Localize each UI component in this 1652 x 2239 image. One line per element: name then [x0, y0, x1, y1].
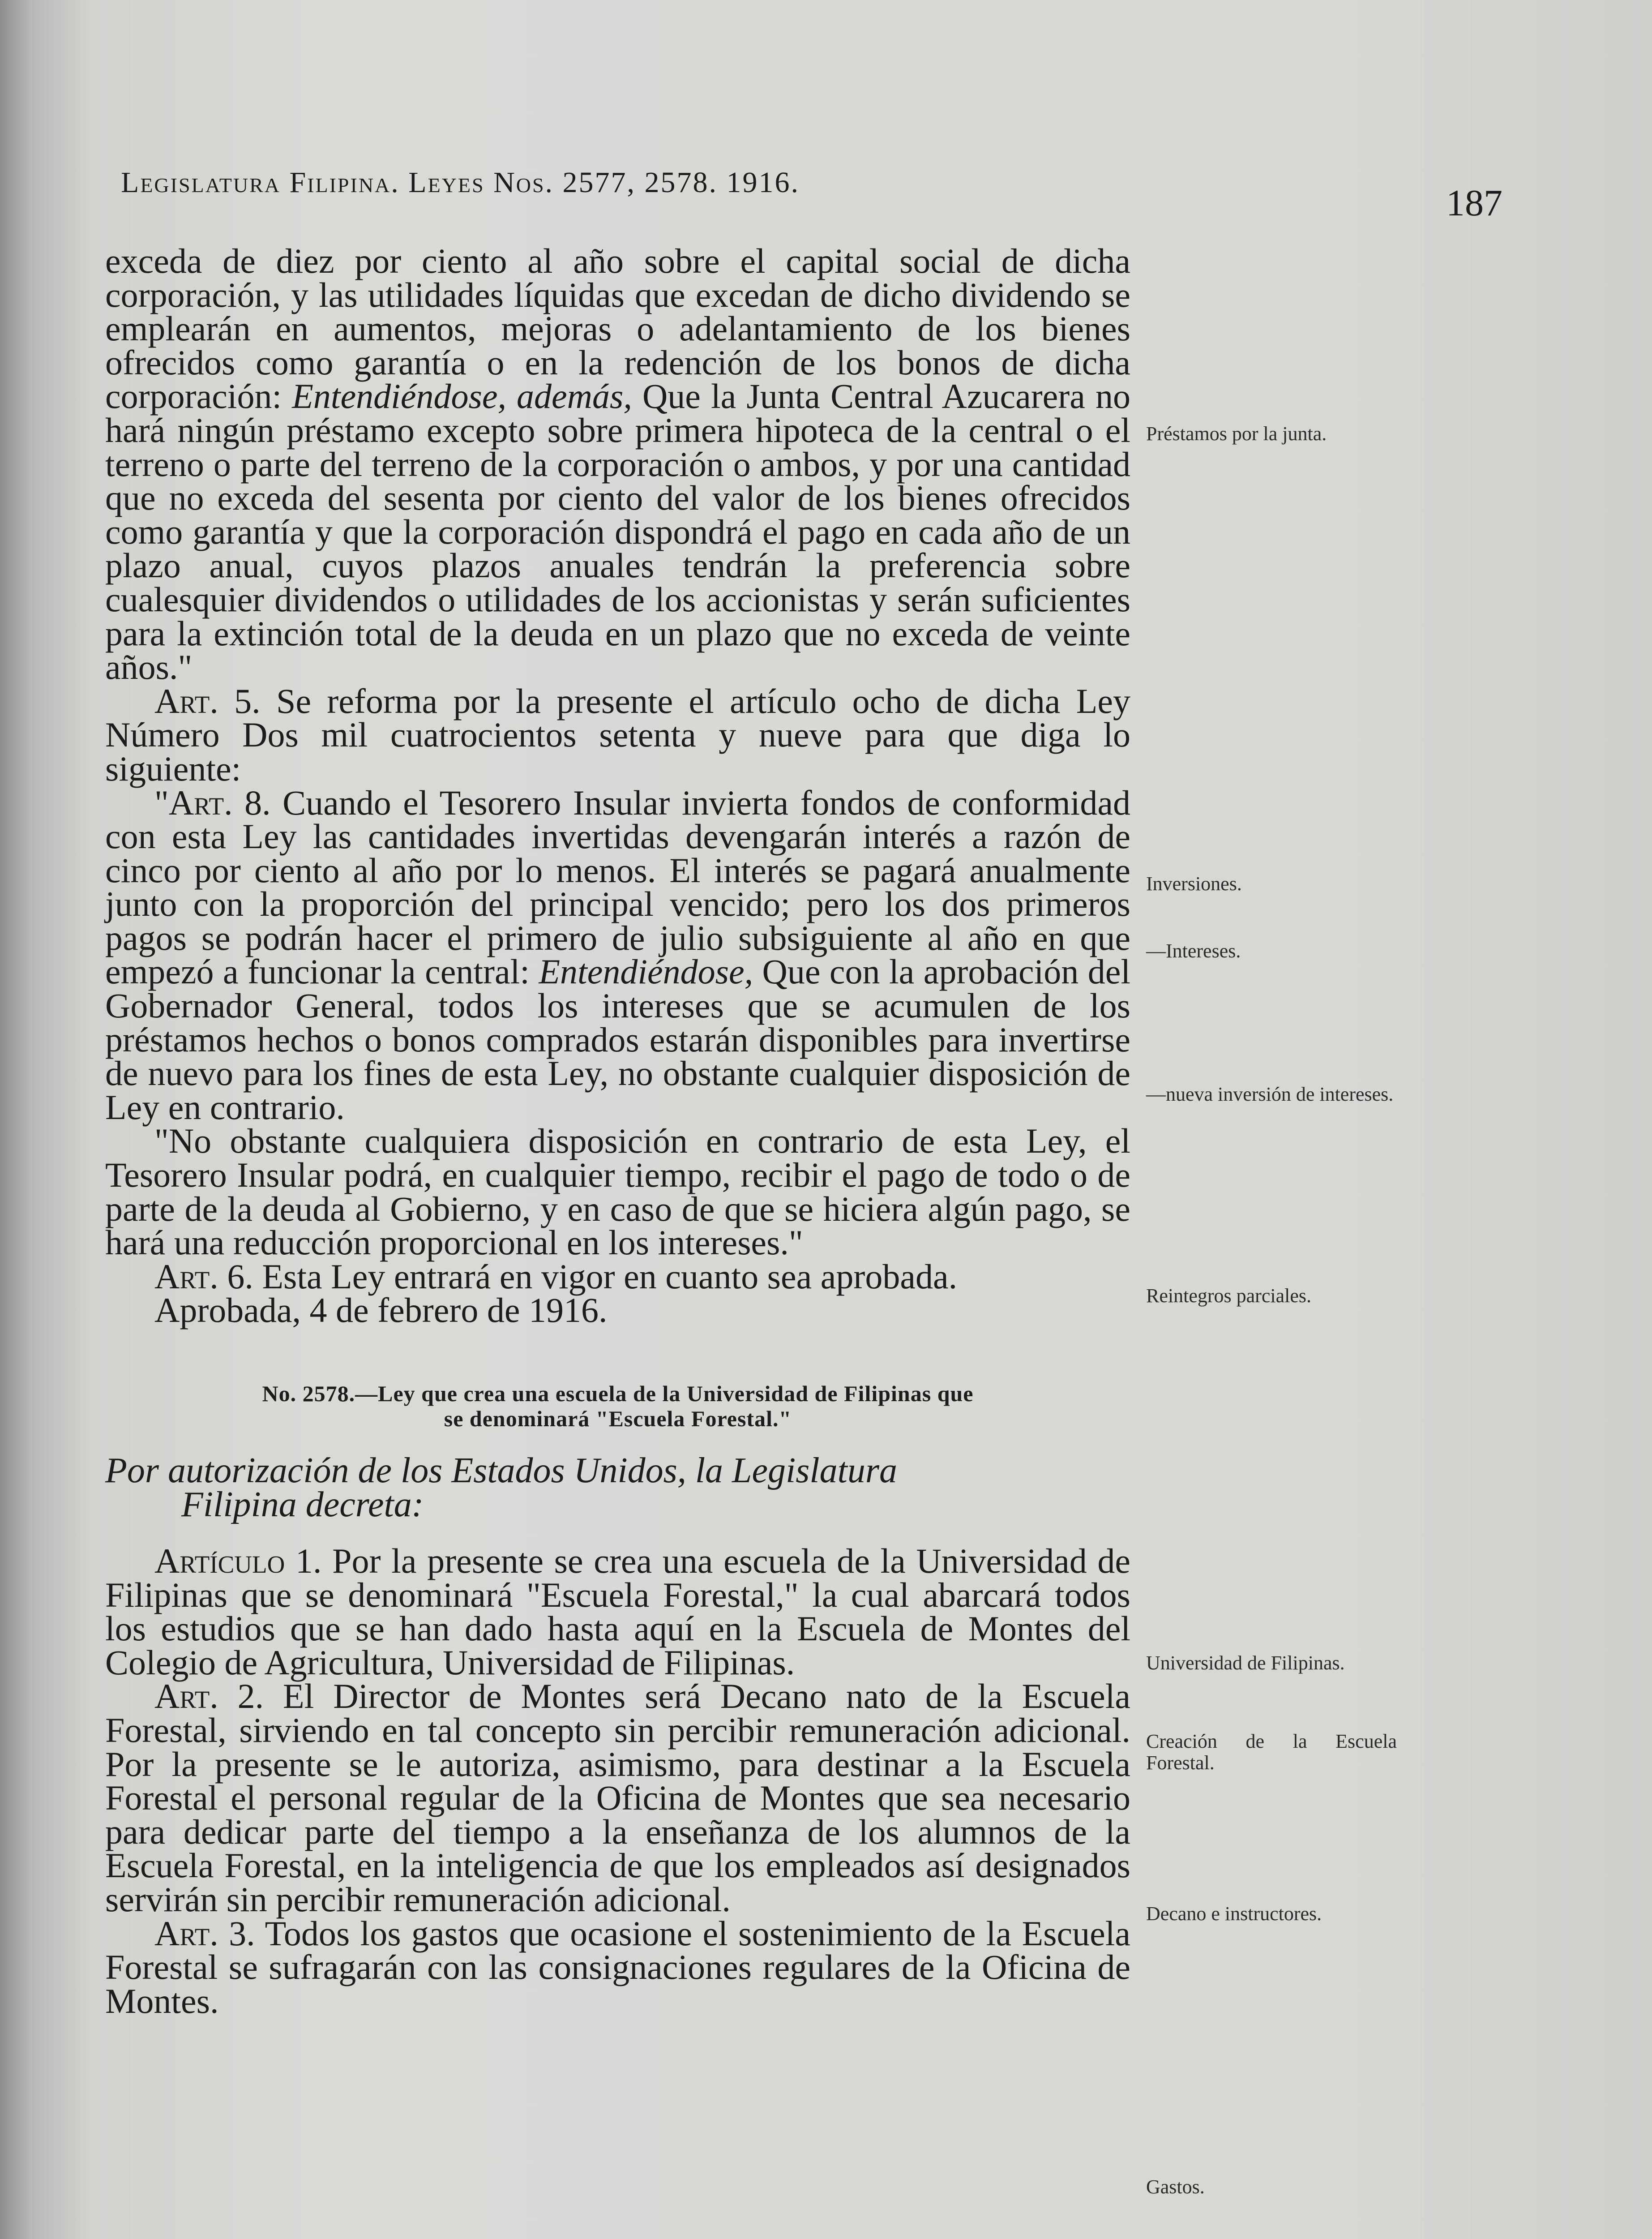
proviso-italic: Entendiéndose,	[539, 952, 753, 991]
page-number: 187	[1446, 182, 1502, 224]
article-label: Art.	[154, 1913, 218, 1953]
paragraph-no-obstante: "No obstante cualquiera disposición en contrario de esta Ley, el Tesorero Insular podrá, en cualquier tiempo, recibir el pago de todo o de parte de la deuda al Gobierno, y en caso de que se hiciera algún pago, se hará una reducción proporcional en los intereses."	[105, 1121, 1130, 1262]
margin-note-gastos: Gastos.	[1146, 2176, 1205, 2198]
proviso-italic: Entendiéndose, además,	[292, 377, 632, 416]
running-header: Legislatura Filipina. Leyes Nos. 2577, 2578. 1916.	[121, 166, 800, 199]
margin-note-universidad: Universidad de Filipinas.	[1146, 1652, 1345, 1674]
article-label: Art.	[154, 681, 218, 721]
margin-note-intereses: —Intereses.	[1146, 940, 1241, 962]
margin-note-nueva-inversion: —nueva inversión de intereses.	[1146, 1083, 1394, 1105]
article-5: Art. 5. Se reforma por la presente el artículo ocho de dicha Ley Número Dos mil cuatrocientos setenta y nueve para que diga lo siguiente:	[105, 681, 1130, 788]
article-8-quoted: "Art. 8. Cuando el Tesorero Insular invierta fondos de conformidad con esta Ley las cantidades invertidas devengarán interés a razón de cinco por ciento al año por lo menos. El interés se pagará anualmente junto con la proporción del principal vencido; pero los dos primeros pagos se podrán hacer el primero de julio subsiguiente al año en que empezó a funcionar la central: Entendiéndose, Que con la aprobación del Gobernador General, todos los intereses que se acumulen de los préstamos hechos o bonos comprados estarán disponibles para invertirse de nuevo para los fines de esta Ley, no obstante cualquier disposición de Ley en contrario.	[105, 783, 1130, 1127]
margin-note-prestamos: Préstamos por la junta.	[1146, 423, 1327, 445]
article-label: Art.	[154, 1257, 218, 1296]
article-2: Art. 2. El Director de Montes será Decano nato de la Escuela Forestal, sirviendo en tal concepto sin percibir remuneración adicional. Por la presente se le autoriza, asimismo, para destinar a la Escuela Forestal el personal regular de la Oficina de Montes que sea necesario para dedicar parte del tiempo a la enseñanza de los alumnos de la Escuela Forestal, en la inteligencia de que los empleados así designados servirán sin percibir remuneración adicional.	[105, 1677, 1130, 1919]
margin-note-creacion: Creación de la Escuela Forestal.	[1146, 1730, 1397, 1774]
article-6: Art. 6. Esta Ley entrará en vigor en cuanto sea aprobada.	[154, 1257, 958, 1296]
margin-note-inversiones: Inversiones.	[1146, 873, 1242, 895]
law-2578-heading: No. 2578.—Ley que crea una escuela de la Universidad de Filipinas que se denominará "Escuela Forestal."	[262, 1381, 974, 1431]
article-label: Art.	[154, 1677, 218, 1716]
approval-date: Aprobada, 4 de febrero de 1916.	[154, 1291, 608, 1330]
enacting-clause: Por autorización de los Estados Unidos, la Legislatura Filipina decreta:	[105, 1451, 897, 1524]
body-text	[105, 241, 1130, 2020]
article-1: Artículo 1. Por la presente se crea una escuela de la Universidad de Filipinas que se denominará "Escuela Forestal," la cual abarcará todos los estudios que se han dado hasta aquí en la Escuela de Montes del Colegio de Agricultura, Universidad de Filipinas.	[105, 1541, 1130, 1682]
article-label: "Art.	[154, 783, 233, 822]
margin-note-decano: Decano e instructores.	[1146, 1903, 1322, 1925]
article-label: Artículo	[154, 1541, 285, 1580]
article-3: Art. 3. Todos los gastos que ocasione el sostenimiento de la Escuela Forestal se sufragarán con las consignaciones regulares de la Oficina de Montes.	[105, 1913, 1130, 2020]
paragraph-continuation: exceda de diez por ciento al año sobre el capital social de dicha corporación, y las utilidades líquidas que excedan de dicho dividendo se emplearán en aumentos, mejoras o adelantamiento de los bienes ofrecidos como garantía o en la redención de los bonos de dicha corporación: Entendiéndose, además, Que la Junta Central Azucarera no hará ningún préstamo excepto sobre primera hipoteca de la central o el terreno o parte del terreno de la corporación o ambos, y por una cantidad que no exceda del sesenta por ciento del valor de los bienes ofrecidos como garantía y que la corporación dispondrá el pago en cada año de un plazo anual, cuyos plazos anuales tendrán la preferencia sobre cualesquier dividendos o utilidades de los accionistas y serán suficientes para la extinción total de la deuda en un plazo que no exceda de veinte años."	[105, 241, 1130, 687]
margin-note-reintegros: Reintegros parciales.	[1146, 1285, 1311, 1307]
